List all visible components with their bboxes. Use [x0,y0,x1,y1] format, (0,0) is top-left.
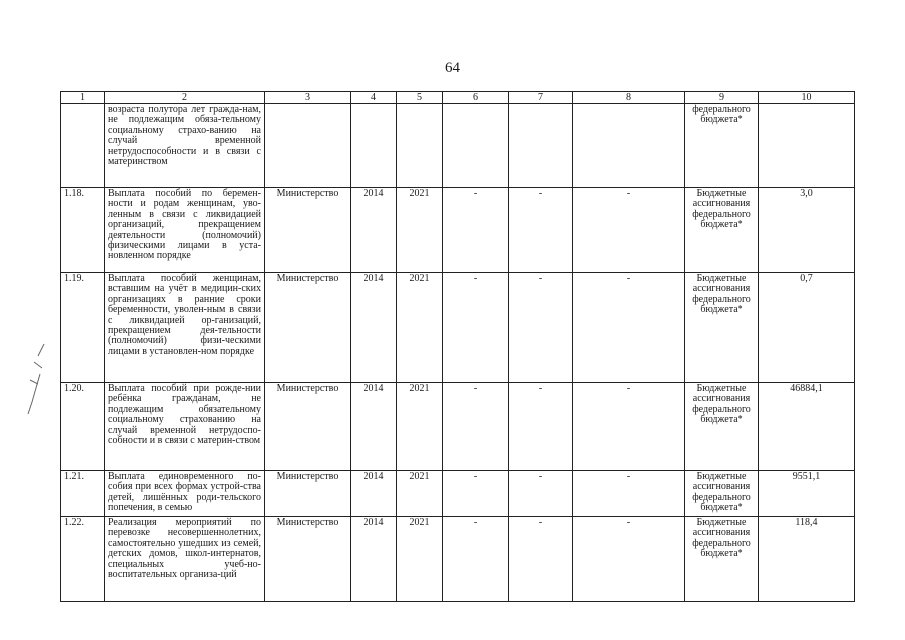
funding-source: Бюджетные ассигнования федерального бюджета* [685,383,759,471]
executor: Министерство [265,471,351,517]
cell-col8 [573,104,685,188]
table-row [61,517,855,602]
cell-col6: - [443,273,509,383]
cell-col7: - [509,471,573,517]
cell-col7 [509,104,573,188]
start-year [351,104,397,188]
funding-source: федерального бюджета* [685,104,759,188]
cell-col6: - [443,188,509,273]
row-number: 1.18. [61,188,105,273]
measure-name: Выплата пособий женщинам, вставшим на учёт в медицин-ских организациях в ранние сроки беременности, уволен-ным в связи с ликвидацией ор-ганизаций, прекращением дея-тельности (полномочий) физи-ческими лицами в установлен-ном порядке [105,273,265,383]
cell-col8: - [573,471,685,517]
column-number: 5 [397,92,443,104]
margin-pencil-mark [24,340,54,420]
table-row [61,273,855,383]
column-number: 10 [759,92,855,104]
cell-col7: - [509,383,573,471]
funding-amount [759,104,855,188]
funding-amount: 46884,1 [759,383,855,471]
end-year: 2021 [397,471,443,517]
executor: Министерство [265,188,351,273]
column-number: 3 [265,92,351,104]
page-number: 64 [445,60,460,76]
cell-col8: - [573,273,685,383]
row-number [61,104,105,188]
funding-source: Бюджетные ассигнования федерального бюджета* [685,188,759,273]
executor: Министерство [265,383,351,471]
column-number: 8 [573,92,685,104]
executor [265,104,351,188]
cell-col7: - [509,517,573,602]
cell-col6: - [443,471,509,517]
funding-source: Бюджетные ассигнования федерального бюджета* [685,273,759,383]
column-number: 9 [685,92,759,104]
funding-source: Бюджетные ассигнования федерального бюджета* [685,471,759,517]
column-number: 1 [61,92,105,104]
funding-amount: 0,7 [759,273,855,383]
program-table [60,91,855,602]
column-number: 7 [509,92,573,104]
end-year: 2021 [397,188,443,273]
cell-col6: - [443,383,509,471]
end-year: 2021 [397,273,443,383]
measure-name: Выплата пособий по беремен-ности и родам женщинам, уво-ленным в связи с ликвидацией организаций, прекращением деятельности (полномочий) физическими лицами в уста-новленном порядке [105,188,265,273]
cell-col7: - [509,188,573,273]
row-number: 1.21. [61,471,105,517]
start-year: 2014 [351,383,397,471]
start-year: 2014 [351,471,397,517]
row-number: 1.19. [61,273,105,383]
measure-name: Выплата единовременного по-собия при всех формах устрой-ства детей, лишённых роди-тельского попечения, в семью [105,471,265,517]
column-number: 6 [443,92,509,104]
column-number: 4 [351,92,397,104]
end-year: 2021 [397,517,443,602]
table-row [61,104,855,188]
end-year [397,104,443,188]
row-number: 1.22. [61,517,105,602]
funding-amount: 118,4 [759,517,855,602]
end-year: 2021 [397,383,443,471]
column-number-row [61,92,855,104]
measure-name: Выплата пособий при рожде-нии ребёнка гражданам, не подлежащим обязательному социальному страхованию на случай временной нетрудоспо-собности и в связи с материн-ством [105,383,265,471]
table-row [61,383,855,471]
funding-amount: 3,0 [759,188,855,273]
measure-name: возраста полутора лет гражда-нам, не подлежащим обяза-тельному социальному страхо-ванию на случай временной нетрудоспособности и в связи с материнством [105,104,265,188]
funding-amount: 9551,1 [759,471,855,517]
funding-source: Бюджетные ассигнования федерального бюджета* [685,517,759,602]
executor: Министерство [265,273,351,383]
measure-name: Реализация мероприятий по перевозке несовершеннолетних, самостоятельно ушедших из семей, детских домов, школ-интернатов, специальных учеб-но-воспитательных организа-ций [105,517,265,602]
cell-col7: - [509,273,573,383]
row-number: 1.20. [61,383,105,471]
executor: Министерство [265,517,351,602]
table-row [61,188,855,273]
table-row [61,471,855,517]
start-year: 2014 [351,188,397,273]
start-year: 2014 [351,517,397,602]
cell-col8: - [573,517,685,602]
cell-col6 [443,104,509,188]
cell-col8: - [573,188,685,273]
cell-col8: - [573,383,685,471]
start-year: 2014 [351,273,397,383]
column-number: 2 [105,92,265,104]
cell-col6: - [443,517,509,602]
